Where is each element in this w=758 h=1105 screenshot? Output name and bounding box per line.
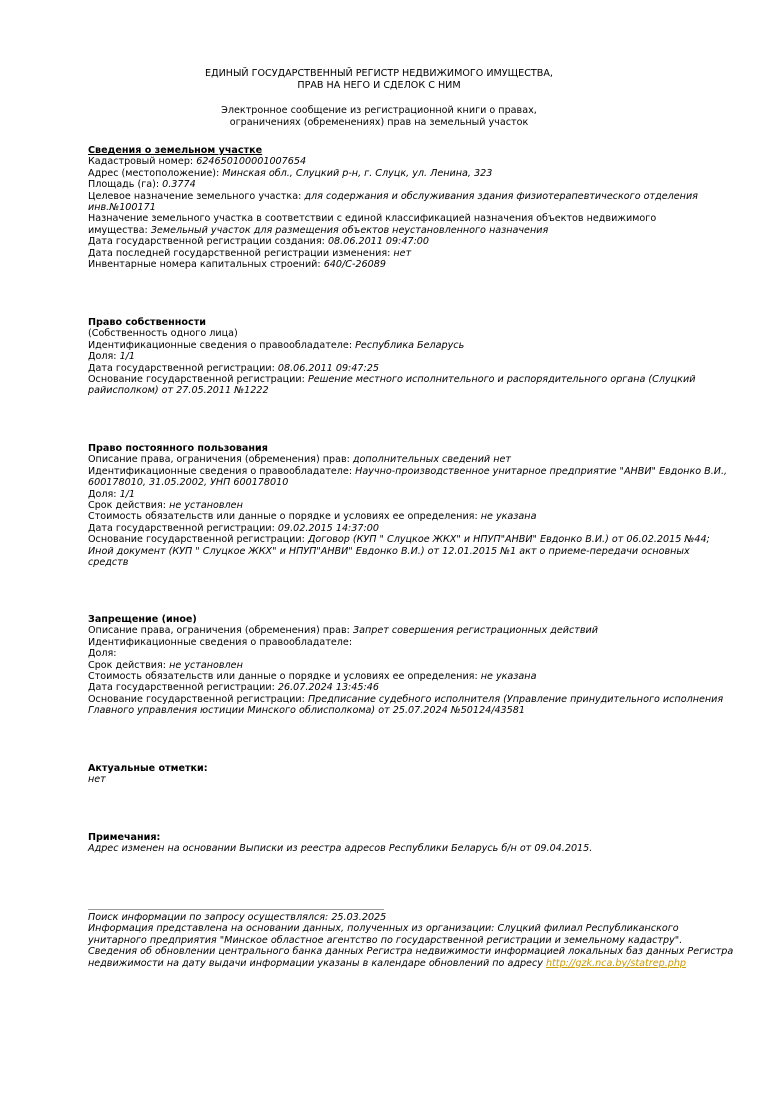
prohibition-basis: Основание государственной регистрации: Предписание судебного исполнителя (Управление принудительного исполнения — [88, 693, 724, 705]
ownership-section — [88, 317, 708, 397]
land-plot-section — [88, 145, 708, 270]
notes-title: Примечания: — [88, 832, 161, 843]
land-section-title: Сведения о земельном участке — [88, 145, 263, 156]
permanent-use-term: Срок действия: не установлен — [88, 500, 243, 512]
header-sub-line1: Электронное сообщение из регистрационной книги о правах, — [221, 105, 537, 116]
footer-search-date: Поиск информации по запросу осуществлялся: 25.03.2025 — [88, 912, 387, 923]
prohibition-reg-date: Дата государственной регистрации: 26.07.2024 13:45:46 — [88, 682, 379, 694]
ownership-basis: Основание государственной регистрации: Решение местного исполнительного и распорядительного органа (Слуцкий — [88, 374, 696, 386]
prohibition-section — [88, 614, 724, 717]
target-purpose: Целевое назначение земельного участка: для содержания и обслуживания здания физиотерапевтического отделения — [88, 190, 698, 202]
area: Площадь (га): 0.3774 — [88, 179, 196, 191]
prohibition-holder: Идентификационные сведения о правообладателе: — [88, 636, 353, 648]
cadastral-number: Кадастровый номер: 624650100001007654 — [88, 156, 307, 168]
ownership-reg-date: Дата государственной регистрации: 08.06.2011 09:47:25 — [88, 362, 379, 374]
permanent-use-basis-cont2: средств — [88, 557, 129, 569]
header-sub-line2: ограничениях (обременениях) прав на земельный участок — [229, 116, 529, 128]
permanent-use-holder-cont: 600178010, 31.05.2002, УНП 600178010 — [88, 477, 289, 489]
inventory-numbers: Инвентарные номера капитальных строений: 640/C-26089 — [88, 259, 386, 271]
permanent-use-share: Доля: 1/1 — [88, 488, 136, 500]
header-title-line2: ПРАВ НА НЕГО И СДЕЛОК С НИМ — [297, 79, 461, 91]
footer — [88, 912, 734, 969]
document-subheader — [0, 105, 758, 128]
permanent-use-holder: Идентификационные сведения о правообладателе: Научно-производственное унитарное предприятие "АНВИ" Евдонко В.И., — [88, 465, 728, 477]
prohibition-share: Доля: — [88, 648, 117, 660]
target-purpose-cont: инв.№100171 — [88, 202, 156, 214]
permanent-use-basis-cont: Иной документ (КУП " Слуцкое ЖКХ" и НПУП"АНВИ" Евдонко В.И.) от 12.01.2015 №1 акт о приеме-передачи основных — [88, 545, 690, 557]
document-header — [0, 68, 758, 91]
actual-marks-title: Актуальные отметки: — [88, 763, 208, 774]
prohibition-title: Запрещение (иное) — [88, 614, 197, 625]
notes-value: Адрес изменен на основании Выписки из реестра адресов Республики Беларусь б/н от 09.04.2015. — [88, 843, 593, 855]
permanent-use-desc: Описание права, ограничения (обременения) прав: дополнительных сведений нет — [88, 454, 511, 466]
permanent-use-basis: Основание государственной регистрации: Договор (КУП " Слуцкое ЖКХ" и НПУП"АНВИ" Евдонко В.И.) от 06.02.2015 №44; — [88, 534, 710, 546]
permanent-use-section — [88, 443, 728, 569]
last-change-date: Дата последней государственной регистрации изменения: нет — [88, 247, 412, 259]
footer-source-org: Информация представлена на основании данных, полученных из организации: Слуцкий филиал Республиканского — [88, 923, 679, 935]
prohibition-desc: Описание права, ограничения (обременения) прав: Запрет совершения регистрационных действий — [88, 625, 598, 637]
ownership-title: Право собственности — [88, 317, 206, 328]
footer-update-info-cont: недвижимости на дату выдачи информации указаны в календаре обновлений по адресу http://gzk.nca.by/statrep.php — [88, 957, 687, 969]
actual-marks-section — [88, 763, 708, 786]
notes-section — [88, 832, 708, 855]
footer-update-info: Сведения об обновлении центрального банка данных Регистра недвижимости информацией локальных баз данных Регистра — [88, 946, 734, 958]
statrep-link[interactable]: http://gzk.nca.by/statrep.php — [545, 957, 687, 969]
prohibition-basis-cont: Главного управления юстиции Минского облисполкома) от 25.07.2024 №50124/43581 — [88, 705, 525, 717]
permanent-use-title: Право постоянного пользования — [88, 443, 268, 454]
footer-divider — [88, 909, 384, 910]
header-title-line1: ЕДИНЫЙ ГОСУДАРСТВЕННЫЙ РЕГИСТР НЕДВИЖИМОГО ИМУЩЕСТВА, — [205, 68, 553, 79]
ownership-basis-cont: райисполком) от 27.05.2011 №1222 — [88, 385, 269, 397]
address: Адрес (местоположение): Минская обл., Слуцкий р-н, г. Слуцк, ул. Ленина, 323 — [88, 167, 493, 179]
classification-purpose: Назначение земельного участка в соответствии с единой классификацией назначения объектов недвижимого — [88, 213, 657, 225]
prohibition-term: Срок действия: не установлен — [88, 659, 243, 671]
actual-marks-value: нет — [88, 774, 106, 786]
footer-source-org-cont: унитарного предприятия "Минское областное агентство по государственной регистрации и земельному кадастру". — [88, 934, 683, 946]
prohibition-cost: Стоимость обязательств или данные о порядке и условиях ее определения: не указана — [88, 671, 537, 683]
permanent-use-cost: Стоимость обязательств или данные о порядке и условиях ее определения: не указана — [88, 511, 537, 523]
creation-date: Дата государственной регистрации создания: 08.06.2011 09:47:00 — [88, 236, 430, 248]
ownership-share: Доля: 1/1 — [88, 351, 136, 363]
classification-purpose-cont: имущества: Земельный участок для размещения объектов неустановленного назначения — [88, 224, 549, 236]
ownership-holder: Идентификационные сведения о правообладателе: Республика Беларусь — [88, 339, 465, 351]
ownership-type: (Собственность одного лица) — [88, 328, 238, 340]
permanent-use-reg-date: Дата государственной регистрации: 09.02.2015 14:37:00 — [88, 522, 379, 534]
